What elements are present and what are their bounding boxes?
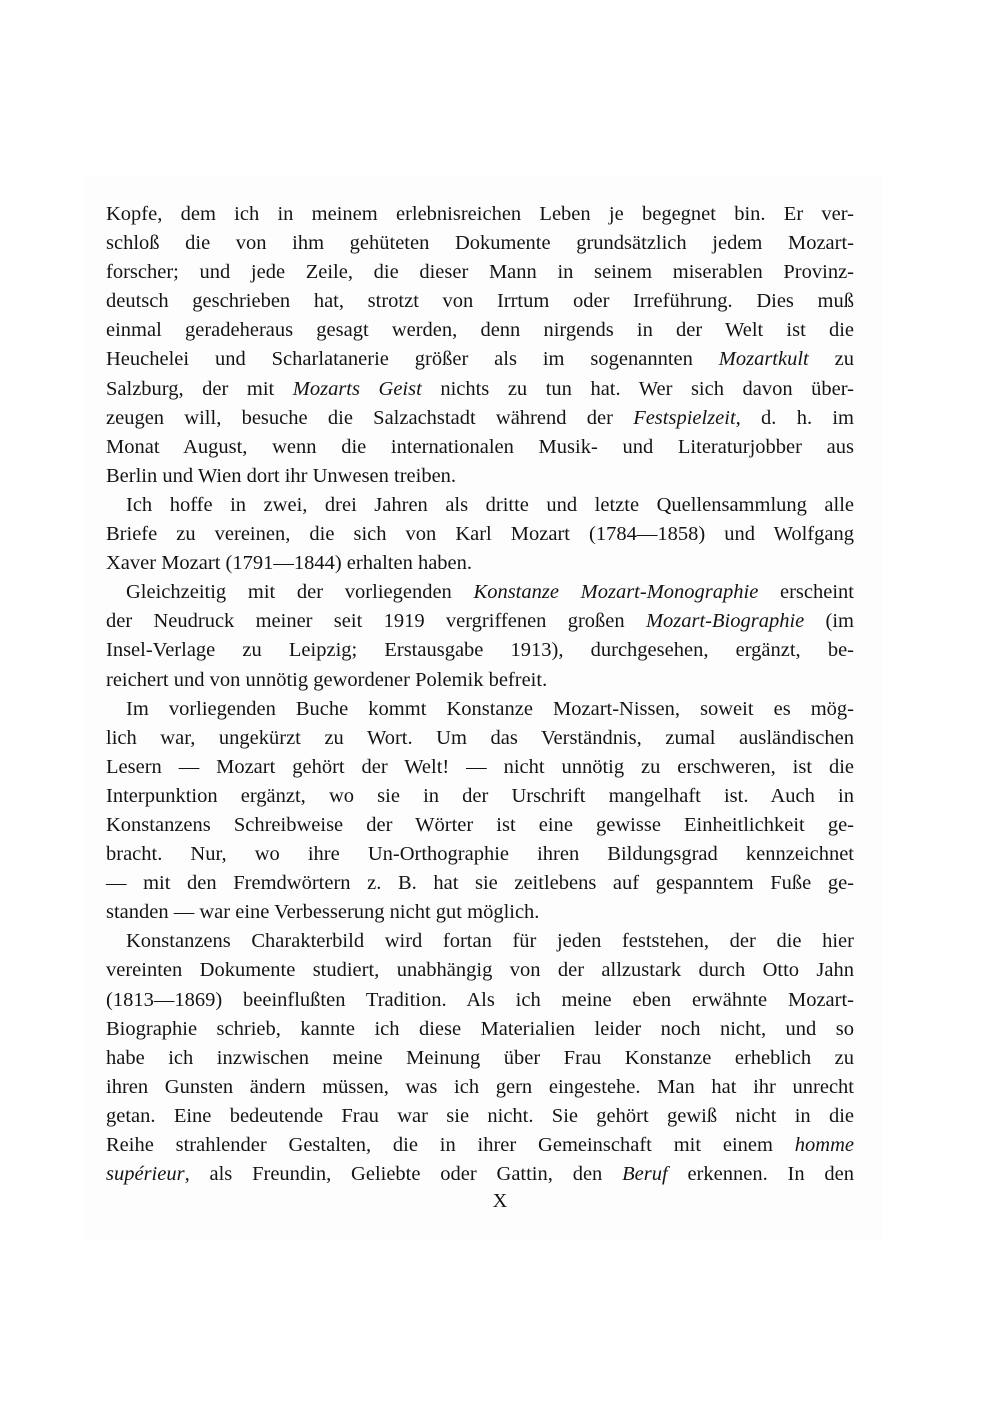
text-line: standen — war eine Verbesserung nicht gut möglich. xyxy=(106,901,540,924)
text-line: getan. Eine bedeutende Frau war sie nicht. Sie gehört gewiß nicht in die xyxy=(106,1104,854,1127)
text-line: zeugen will, besuche die Salzachstadt während der Festspielzeit, d. h. im xyxy=(106,406,854,429)
text-line: Konstanzens Charakterbild wird fortan für jeden feststehen, der die hier xyxy=(126,930,854,953)
text-line: der Neudruck meiner seit 1919 vergriffenen großen Mozart-Biographie (im xyxy=(106,610,854,633)
text-line: Lesern — Mozart gehört der Welt! — nicht unnötig zu erschweren, ist die xyxy=(106,755,854,778)
text-line: einmal geradeheraus gesagt werden, denn nirgends in der Welt ist die xyxy=(106,319,854,342)
text-line: Briefe zu vereinen, die sich von Karl Mozart (1784—1858) und Wolfgang xyxy=(106,523,854,546)
text-line: (1813—1869) beeinflußten Tradition. Als ich meine eben erwähnte Mozart- xyxy=(106,988,854,1011)
paragraph xyxy=(106,695,854,928)
paragraph xyxy=(106,927,854,1189)
text-line: Insel-Verlage zu Leipzig; Erstausgabe 1913), durchgesehen, ergänzt, be- xyxy=(106,639,854,662)
text-line: lich war, ungekürzt zu Wort. Um das Verständnis, zumal ausländischen xyxy=(106,726,854,749)
body-text xyxy=(106,200,854,1189)
text-line: habe ich inzwischen meine Meinung über Frau Konstanze erheblich zu xyxy=(106,1046,854,1069)
emphasis: Konstanze Mozart-Monographie xyxy=(473,581,759,604)
text-line: vereinten Dokumente studiert, unabhängig von der allzustark durch Otto Jahn xyxy=(106,959,854,982)
text-line: reichert und von unnötig gewordener Polemik befreit. xyxy=(106,668,548,691)
emphasis: homme xyxy=(794,1134,854,1156)
paragraph xyxy=(106,578,854,694)
page-number: X xyxy=(492,1190,508,1212)
paragraph xyxy=(106,200,854,491)
emphasis: Mozarts Geist xyxy=(292,377,422,400)
text-line: Reihe strahlender Gestalten, die in ihrer Gemeinschaft mit einem homme xyxy=(106,1134,854,1156)
emphasis: supérieur xyxy=(106,1163,185,1186)
text-line: Biographie schrieb, kannte ich diese Materialien leider noch nicht, und so xyxy=(106,1017,854,1040)
text-line: bracht. Nur, wo ihre Un-Orthographie ihren Bildungsgrad kennzeichnet xyxy=(106,843,854,866)
emphasis: Beruf xyxy=(622,1163,668,1186)
text-line: schloß die von ihm gehüteten Dokumente grundsätzlich jedem Mozart- xyxy=(106,232,854,255)
text-line: Berlin und Wien dort ihr Unwesen treiben. xyxy=(106,464,457,487)
text-line: forscher; und jede Zeile, die dieser Mann in seinem miserablen Provinz- xyxy=(106,261,854,284)
text-line: Kopfe, dem ich in meinem erlebnisreichen Leben je begegnet bin. Er ver- xyxy=(106,203,854,225)
text-line: Ich hoffe in zwei, drei Jahren als dritte und letzte Quellensammlung alle xyxy=(126,493,854,516)
text-line: Heuchelei und Scharlatanerie größer als im sogenannten Mozartkult zu xyxy=(106,348,854,371)
text-line: Konstanzens Schreibweise der Wörter ist eine gewisse Einheitlichkeit ge- xyxy=(106,813,854,836)
text-line: Monat August, wenn die internationalen Musik- und Literaturjobber aus xyxy=(106,435,854,458)
emphasis: Mozart-Biographie xyxy=(645,610,805,633)
text-line: Interpunktion ergänzt, wo sie in der Urschrift mangelhaft ist. Auch in xyxy=(106,784,854,807)
text-line: deutsch geschrieben hat, strotzt von Irrtum oder Irreführung. Dies muß xyxy=(106,290,854,313)
emphasis: Festspielzeit xyxy=(633,406,736,429)
text-line: Gleichzeitig mit der vorliegenden Konstanze Mozart-Monographie erscheint xyxy=(126,581,854,604)
paragraph xyxy=(106,491,854,578)
text-line: — mit den Fremdwörtern z. B. hat sie zeitlebens auf gespanntem Fuße ge- xyxy=(106,872,854,895)
text-line: Salzburg, der mit Mozarts Geist nichts zu tun hat. Wer sich davon über- xyxy=(106,377,854,400)
text-line: supérieur, als Freundin, Geliebte oder Gattin, den Beruf erkennen. In den xyxy=(106,1163,854,1186)
emphasis: Mozartkult xyxy=(718,348,809,371)
text-line: Xaver Mozart (1791—1844) erhalten haben. xyxy=(106,552,473,575)
text-line: ihren Gunsten ändern müssen, was ich gern eingestehe. Man hat ihr unrecht xyxy=(106,1075,854,1098)
text-line: Im vorliegenden Buche kommt Konstanze Mozart-Nissen, soweit es mög- xyxy=(126,697,854,720)
